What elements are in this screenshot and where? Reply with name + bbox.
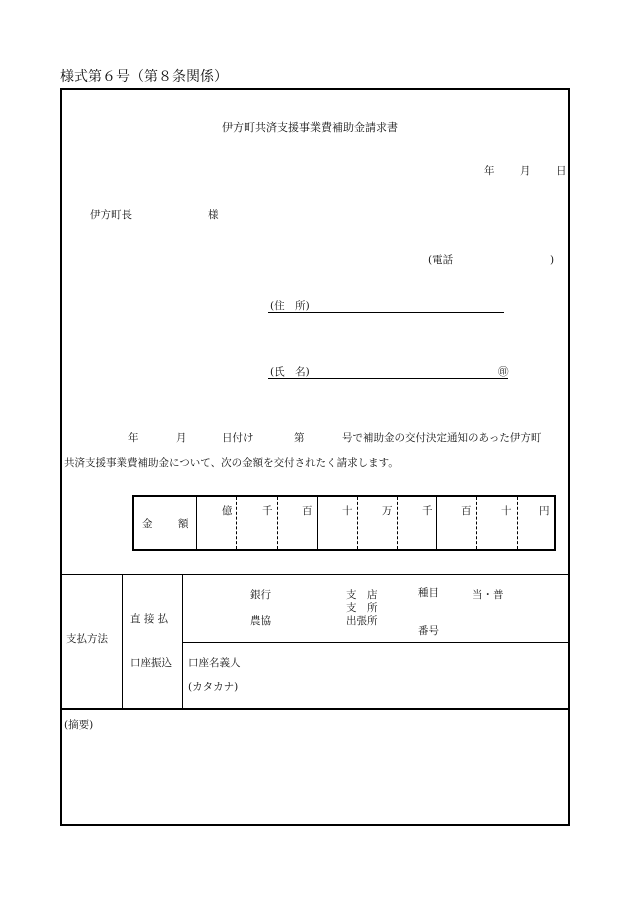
payment-method-label: 支払方法 <box>66 633 108 645</box>
amount-unit-man: 万 <box>382 505 393 517</box>
amount-divider-dash <box>236 497 237 549</box>
amount-unit-hyaku: 百 <box>461 505 472 517</box>
form-title: 伊方町共済支援事業費補助金請求書 <box>222 121 398 134</box>
amount-table <box>132 495 556 551</box>
amount-unit-sen-man: 千 <box>262 505 273 517</box>
amount-divider-solid <box>436 497 437 549</box>
date-year: 年 <box>484 165 495 177</box>
amount-unit-en: 円 <box>539 505 550 517</box>
body-line2: 共済支援事業費補助金について、次の金額を交付されたく請求します。 <box>64 457 399 469</box>
date-month: 月 <box>520 165 531 177</box>
amount-divider-label <box>196 497 197 549</box>
account-holder-kana: (カタカナ) <box>188 681 239 693</box>
amount-unit-sen: 千 <box>422 505 433 517</box>
account-type-label: 種目 <box>418 587 439 599</box>
sub-office-label: 出張所 <box>346 615 378 627</box>
account-type-options: 当・普 <box>472 589 504 601</box>
account-holder-label: 口座名義人 <box>188 657 241 669</box>
addressee-honorific: 様 <box>208 209 219 221</box>
payment-col-divider-2 <box>182 574 183 708</box>
body-dai: 第 <box>294 432 305 444</box>
amount-divider-dash <box>277 497 278 549</box>
branch-store-label: 支 店 <box>346 589 378 601</box>
name-label: (氏 名) <box>270 366 310 378</box>
address-line[interactable] <box>268 312 504 313</box>
amount-divider-dash <box>517 497 518 549</box>
address-label: (住 所) <box>270 300 310 312</box>
section-divider-top <box>62 574 568 575</box>
summary-label: (摘要) <box>64 719 94 731</box>
branch-office-label: 支 所 <box>346 602 378 614</box>
body-month: 月 <box>176 432 187 444</box>
amount-unit-juu-man: 十 <box>342 505 353 517</box>
seal-mark: ㊞ <box>498 366 509 378</box>
date-day: 日 <box>556 165 567 177</box>
amount-label-gaku: 額 <box>178 518 189 530</box>
nokyo-label: 農協 <box>250 615 271 627</box>
body-line1-rest: 号で補助金の交付決定通知のあった伊方町 <box>342 432 542 444</box>
transfer-label: 口座振込 <box>130 657 172 669</box>
amount-divider-dash <box>397 497 398 549</box>
addressee-name: 伊方町長 <box>90 209 132 221</box>
body-year: 年 <box>128 432 139 444</box>
amount-divider-dash <box>357 497 358 549</box>
account-number-label: 番号 <box>418 625 439 637</box>
payment-col-divider-1 <box>122 574 123 708</box>
amount-unit-juu: 十 <box>501 505 512 517</box>
amount-unit-oku: 億 <box>222 505 233 517</box>
payment-row-divider <box>182 642 568 643</box>
bank-label: 銀行 <box>250 589 271 601</box>
form-number: 様式第６号（第８条関係） <box>60 69 228 85</box>
amount-divider-solid <box>317 497 318 549</box>
amount-divider-dash <box>476 497 477 549</box>
direct-payment-label: 直 接 払 <box>130 613 169 625</box>
name-line[interactable] <box>268 378 508 379</box>
claim-form <box>60 88 570 826</box>
amount-label-kin: 金 <box>142 518 153 530</box>
body-dated: 日付け <box>222 432 254 444</box>
section-divider-bottom <box>62 708 568 710</box>
amount-unit-hyaku-man: 百 <box>302 505 313 517</box>
phone-close: ) <box>550 254 555 266</box>
phone-label: (電話 <box>428 254 454 266</box>
